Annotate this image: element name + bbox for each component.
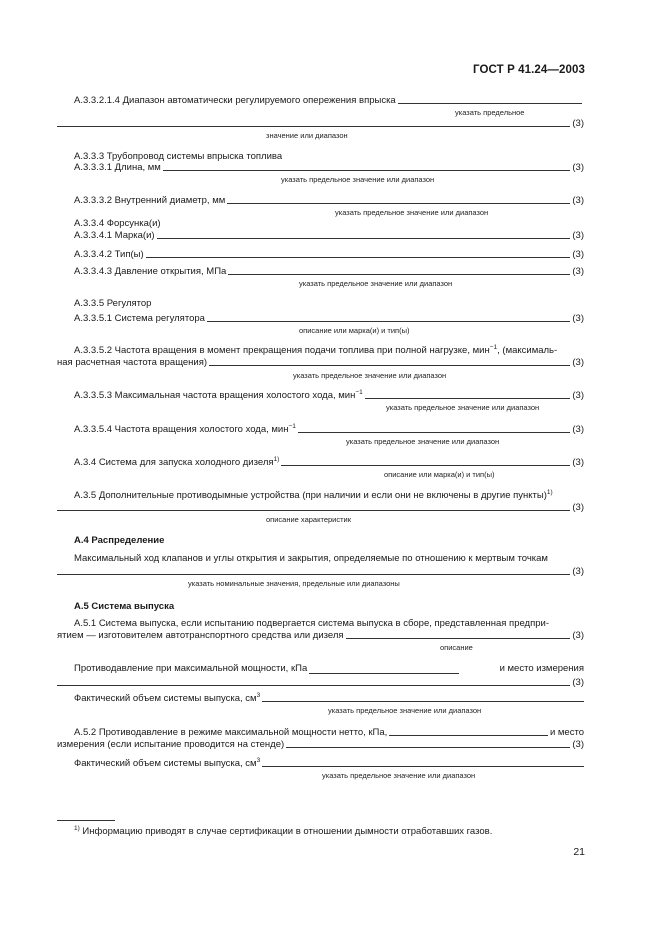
field-hint: указать предельное значение или диапазон (386, 403, 540, 412)
item-a34 (57, 457, 584, 468)
reference-mark: (3) (572, 630, 584, 641)
reference-mark: (3) (572, 230, 584, 241)
item-label: ятием — изготовителем автотранспортного средства или дизеля (57, 630, 344, 641)
item-label-text: А.3.3.5.4 Частота вращения холостого хода, мин (74, 424, 289, 435)
field-hint: описание характеристик (266, 515, 352, 524)
backpressure-field[interactable] (309, 673, 459, 674)
section-a4-field (57, 566, 584, 577)
reference-mark: (3) (572, 357, 584, 368)
volume-field[interactable] (262, 701, 584, 702)
reference-mark: (3) (572, 424, 584, 435)
answer-field[interactable] (146, 257, 571, 258)
volume-field[interactable] (262, 766, 584, 767)
item-label: А.3.3.4.3 Давление открытия, МПа (74, 266, 227, 277)
footnote-mark: 1) (74, 824, 80, 832)
item-a33214 (57, 95, 584, 106)
field-hint: указать номинальные значения, предельные или диапазоны (188, 579, 400, 588)
superscript: −1 (288, 422, 296, 430)
measurement-place-field[interactable] (57, 685, 570, 686)
reference-mark: (3) (572, 677, 584, 688)
reference-mark: (3) (572, 739, 584, 750)
item-a3342 (57, 249, 584, 260)
item-label (57, 390, 363, 401)
item-a334: А.3.3.4 Форсунка(и) (74, 218, 161, 229)
backpressure-row (57, 663, 584, 674)
volume-row (57, 693, 584, 704)
field-hint: указать предельное (455, 108, 525, 117)
answer-field[interactable] (298, 432, 570, 433)
answer-field[interactable] (227, 203, 570, 204)
reference-mark: (3) (572, 566, 584, 577)
item-label-cont: , (максималь- (497, 345, 558, 356)
field-hint: указать предельное значение или диапазон (281, 175, 435, 184)
item-label: А.5.2 Противодавление в режиме максимальной мощности нетто, кПа, (74, 727, 388, 738)
answer-field[interactable] (365, 398, 571, 399)
field-hint: указать предельное значение или диапазон (335, 208, 489, 217)
item-a3352 (57, 357, 584, 368)
reference-mark: (3) (572, 118, 584, 129)
field-hint: указать предельное значение или диапазон (346, 437, 500, 446)
reference-mark: (3) (572, 313, 584, 324)
item-label (57, 457, 279, 468)
answer-field[interactable] (281, 465, 570, 466)
item-label: Противодавление при максимальной мощности, кПа (74, 663, 308, 674)
field-hint: значение или диапазон (266, 131, 348, 140)
answer-field[interactable] (157, 238, 571, 239)
superscript: −1 (489, 343, 498, 351)
reference-mark: (3) (572, 195, 584, 206)
answer-field[interactable] (163, 170, 571, 171)
item-a3352-line1 (57, 345, 557, 356)
answer-field[interactable] (346, 638, 571, 639)
field-hint: описание или марка(и) и тип(ы) (384, 470, 495, 479)
answer-field[interactable] (228, 274, 570, 275)
footnote-ref: 1) (273, 455, 280, 463)
page-number: 21 (573, 846, 585, 858)
footnote-divider (57, 820, 115, 821)
item-label-text: А.3.3.5.3 Максимальная частота вращения холостого хода, мин (74, 390, 356, 401)
reference-mark: (3) (572, 457, 584, 468)
item-a3343 (57, 266, 584, 277)
footnote (74, 826, 492, 837)
field-hint: указать предельное значение или диапазон (299, 279, 453, 288)
reference-mark: (3) (572, 390, 584, 401)
item-label (57, 693, 260, 704)
item-label: А.3.3.4.1 Марка(и) (74, 230, 155, 241)
item-label: А.3.3.3.1 Длина, мм (74, 162, 161, 173)
item-a33214-cont (57, 118, 584, 129)
reference-mark: (3) (572, 162, 584, 173)
item-label (57, 758, 260, 769)
item-a335: А.3.3.5 Регулятор (74, 298, 152, 309)
item-label-text: Фактический объем системы выпуска, см (74, 758, 257, 769)
item-a51 (57, 630, 584, 641)
superscript: −1 (355, 388, 363, 396)
answer-field[interactable] (57, 510, 570, 511)
volume2-row (57, 758, 584, 769)
field-hint: указать предельное значение или диапазон (293, 371, 447, 380)
item-label (57, 424, 296, 435)
answer-field[interactable] (57, 126, 570, 127)
footnote-text: Информацию приводят в случае сертификации в отношении дымности отработавших газов. (82, 826, 493, 837)
document-header: ГОСТ Р 41.24—2003 (473, 64, 585, 76)
item-label-text: А.3.4 Система для запуска холодного дизеля (74, 457, 274, 468)
item-a3351 (57, 313, 584, 324)
item-a35 (57, 502, 584, 513)
field-hint: указать предельное значение или диапазон (328, 706, 482, 715)
backpressure-net-field[interactable] (389, 735, 548, 736)
section-a4-title: А.4 Распределение (74, 535, 165, 546)
reference-mark: (3) (572, 266, 584, 277)
item-label: и место (549, 727, 584, 738)
item-a51-line1: А.5.1 Система выпуска, если испытанию подвергается система выпуска в сборе, представленная предпри- (74, 618, 549, 629)
superscript: 3 (256, 756, 261, 764)
item-label: А.3.3.5.1 Система регулятора (74, 313, 205, 324)
measurement-place-row (57, 677, 584, 688)
item-label-text: Фактический объем системы выпуска, см (74, 693, 257, 704)
item-a35-line1 (57, 490, 553, 501)
item-label: и место измерения (499, 663, 584, 674)
item-a3353 (57, 390, 584, 401)
answer-field[interactable] (398, 103, 582, 104)
item-a52-line1 (57, 727, 584, 738)
item-label: измерения (если испытание проводится на стенде) (57, 739, 285, 750)
field-hint: описание или марка(и) и тип(ы) (299, 326, 410, 335)
section-a4-text: Максимальный ход клапанов и углы открытия и закрытия, определяемые по отношению к мертвым точкам (74, 553, 548, 564)
item-a3354 (57, 424, 584, 435)
item-a3332 (57, 195, 584, 206)
item-label: А.3.3.4.2 Тип(ы) (74, 249, 144, 260)
answer-field[interactable] (57, 574, 570, 575)
reference-mark: (3) (572, 249, 584, 260)
reference-mark: (3) (572, 502, 584, 513)
superscript: 3 (256, 691, 261, 699)
item-a3331 (57, 162, 584, 173)
answer-field[interactable] (209, 365, 570, 366)
answer-field[interactable] (207, 321, 570, 322)
item-label: А.3.3.3.2 Внутренний диаметр, мм (74, 195, 226, 206)
field-hint: описание (440, 643, 473, 652)
item-a333: А.3.3.3 Трубопровод системы впрыска топлива (74, 151, 283, 162)
item-label: А.3.3.2.1.4 Диапазон автоматически регулируемого опережения впрыска (74, 95, 396, 106)
item-a52 (57, 739, 584, 750)
item-label: ная расчетная частота вращения) (57, 357, 208, 368)
answer-field[interactable] (286, 747, 570, 748)
item-a3341 (57, 230, 584, 241)
section-a5-title: А.5 Система выпуска (74, 601, 175, 612)
field-hint: указать предельное значение или диапазон (322, 771, 476, 780)
item-label: А.3.3.5.2 Частота вращения в момент прекращения подачи топлива при полной нагрузке, мин (74, 345, 490, 356)
footnote-ref: 1) (546, 488, 553, 496)
item-label: А.3.5 Дополнительные противодымные устройства (при наличии и если они не включены в другие пункты) (74, 490, 547, 501)
